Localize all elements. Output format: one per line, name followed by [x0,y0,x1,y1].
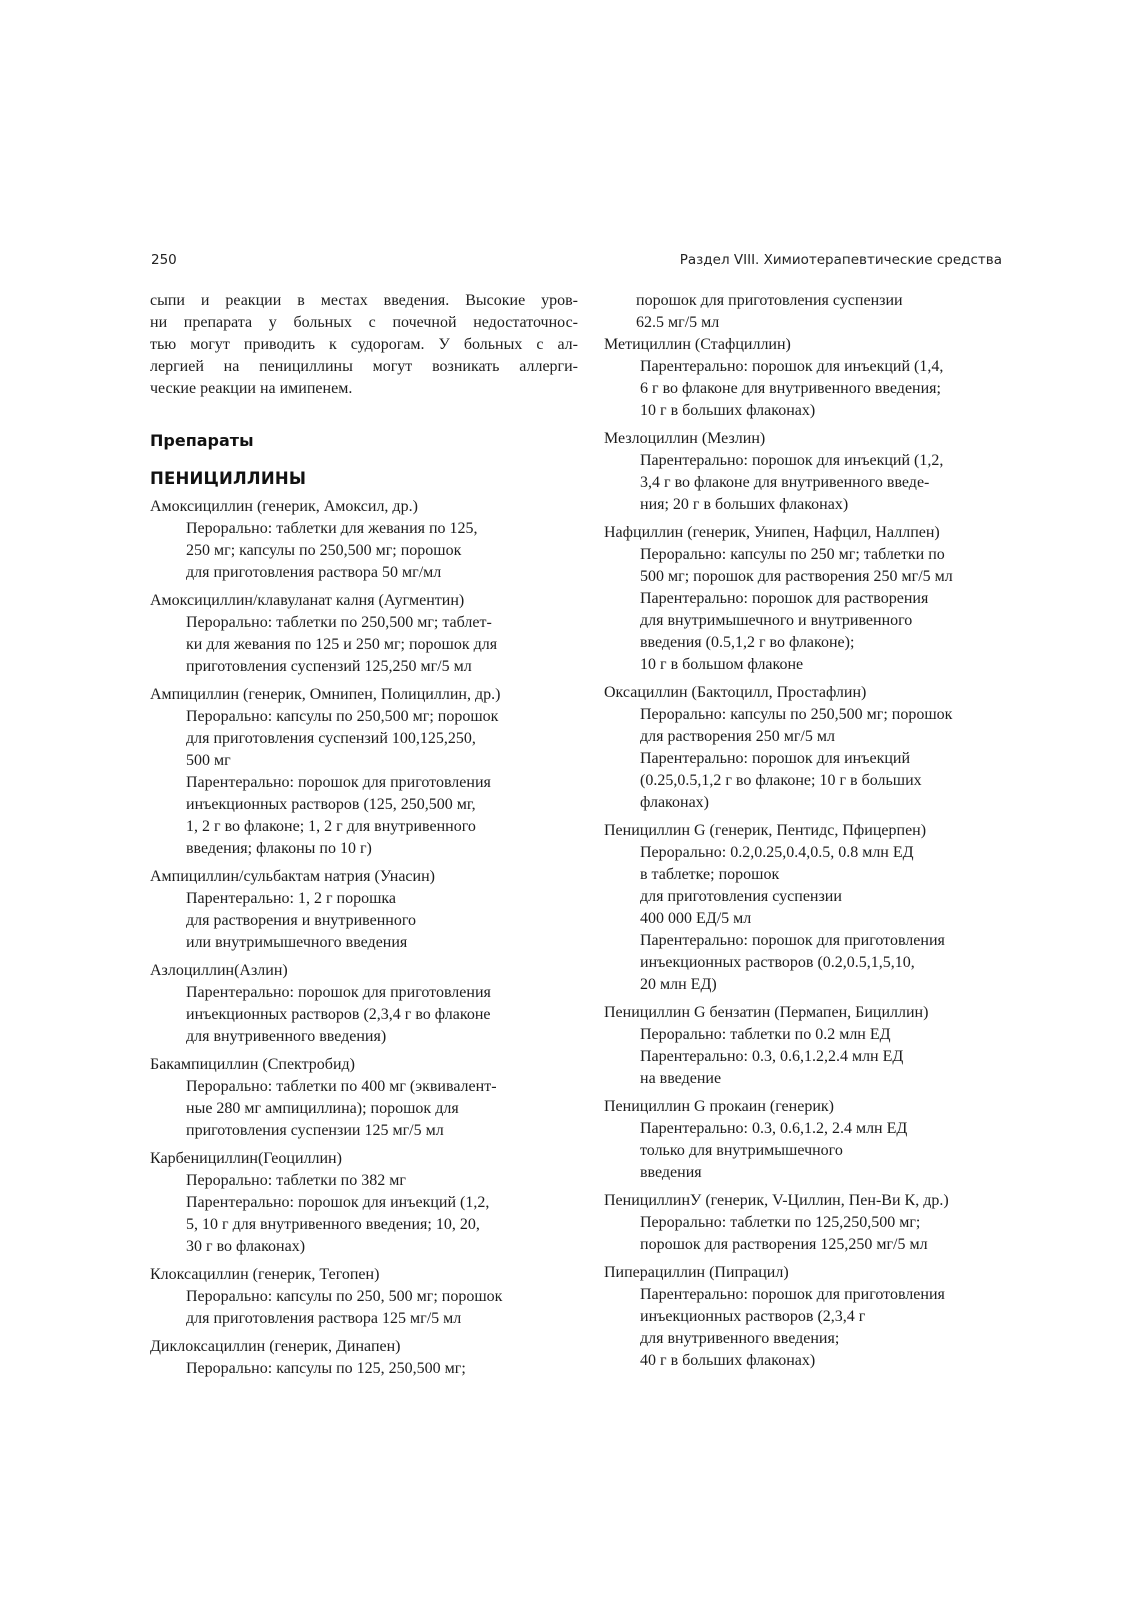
drug-entry [150,960,578,1048]
entry-line: для растворения 250 мг/5 мл [640,728,835,745]
entry-line: приготовления суспензий 125,250 мг/5 мл [186,658,472,675]
entry-line: Парентерально: порошок для приготовления [640,1286,945,1303]
left-drug-list [150,496,578,1380]
entry-line: Парентерально: порошок для приготовления [186,984,491,1001]
entry-line: для приготовления суспензии [640,888,842,905]
heading-preparations: Препараты [150,431,254,450]
entry-line: инъекционных растворов (0.2,0.5,1,5,10, [640,954,915,971]
entry-line: 10 г в больших флаконах) [640,402,816,419]
entry-line: 250 мг; капсулы по 250,500 мг; порошок [186,542,462,559]
drug-name: Азлоциллин(Азлин) [150,962,288,979]
entry-line: 62.5 мг/5 мл [636,314,720,331]
intro-line: сыпи и реакции в местах введения. Высокие уров- [150,292,578,309]
entry-line: для внутривенного введения; [640,1330,840,1347]
drug-name: Карбенициллин(Геоциллин) [150,1150,342,1167]
drug-name: Пенициллин G (генерик, Пентидс, Пфицерпен) [604,822,927,839]
drug-name: Клоксациллин (генерик, Тегопен) [150,1266,380,1283]
drug-name: Амоксициллин (генерик, Амоксил, др.) [150,498,418,515]
entry-line: в таблетке; порошок [640,866,780,883]
drug-name: Пиперациллин (Пипрацил) [604,1264,789,1281]
drug-name: Оксациллин (Бактоцилл, Простафлин) [604,684,867,701]
drug-entry [604,334,1024,422]
drug-name: Пенициллин G прокаин (генерик) [604,1098,834,1115]
entry-line: Парентерально: 1, 2 г порошка [186,890,397,907]
intro-line: ни препарата у больных с почечной недостаточнос- [150,314,578,331]
intro-paragraph [150,290,578,400]
right-column [604,290,1024,1372]
entry-line: для внутримышечного и внутривенного [640,612,913,629]
entry-line: ния; 20 г в больших флаконах) [640,496,849,513]
entry-line: 3,4 г во флаконе для внутривенного введе- [640,474,930,491]
drug-entry [150,866,578,954]
entry-line: для растворения и внутривенного [186,912,416,929]
entry-line: Перорально: 0.2,0.25,0.4,0.5, 0.8 млн ЕД [640,844,914,861]
drug-name: Метициллин (Стафциллин) [604,336,791,353]
entry-line: 6 г во флаконе для внутривенного введения; [640,380,941,397]
entry-line: 500 мг [186,752,231,769]
drug-forms [604,1024,1024,1090]
drug-entry [604,1002,1024,1090]
entry-line: Парентерально: порошок для растворения [640,590,929,607]
drug-entry [150,1148,578,1258]
entry-line: на введение [640,1070,722,1087]
entry-line: Парентерально: порошок для инъекций (1,4, [640,358,944,375]
drug-forms [150,982,578,1048]
entry-line: 40 г в больших флаконах) [640,1352,816,1369]
drug-forms [150,706,578,860]
entry-line: Перорально: таблетки по 382 мг [186,1172,406,1189]
entry-line: Парентерально: порошок для инъекций (1,2, [640,452,944,469]
drug-name: Ампициллин (генерик, Омнипен, Полициллин, др.) [150,686,501,703]
entry-line: Парентерально: порошок для приготовления [640,932,945,949]
entry-line: Перорально: таблетки по 125,250,500 мг; [640,1214,921,1231]
entry-line: ки для жевания по 125 и 250 мг; порошок для [186,636,498,653]
drug-forms [604,356,1024,422]
entry-line: Перорально: капсулы по 250,500 мг; порошок [640,706,953,723]
drug-name: Пенициллин G бензатин (Пермапен, Бициллин) [604,1004,929,1021]
drug-forms [150,1170,578,1258]
entry-line: для приготовления раствора 50 мг/мл [186,564,442,581]
entry-line: 30 г во флаконах) [186,1238,306,1255]
drug-entry [150,684,578,860]
drug-entry [150,496,578,584]
entry-line: порошок для растворения 125,250 мг/5 мл [640,1236,928,1253]
drug-entry [150,1336,578,1380]
drug-forms [604,544,1024,676]
drug-forms [150,612,578,678]
drug-forms [150,888,578,954]
drug-forms [150,1358,578,1380]
entry-line: Парентерально: порошок для инъекций [640,750,911,767]
entry-line: Перорально: таблетки по 250,500 мг; таблет- [186,614,492,631]
drug-forms [604,704,1024,814]
entry-line: инъекционных растворов (2,3,4 г [640,1308,866,1325]
drug-name: Бакампициллин (Спектробид) [150,1056,355,1073]
continued-entry [604,290,1024,334]
drug-forms [150,1286,578,1330]
entry-line: Парентерально: 0.3, 0.6,1.2,2.4 млн ЕД [640,1048,904,1065]
drug-name: Нафциллин (генерик, Унипен, Нафцил, Наллпен) [604,524,940,541]
drug-entry [150,590,578,678]
entry-line: Перорально: капсулы по 250, 500 мг; порошок [186,1288,503,1305]
drug-name: Диклоксациллин (генерик, Динапен) [150,1338,401,1355]
drug-forms [150,518,578,584]
drug-entry [604,820,1024,996]
drug-entry [604,522,1024,676]
drug-entry [604,428,1024,516]
entry-line: 1, 2 г во флаконе; 1, 2 г для внутривенного [186,818,476,835]
entry-line: Парентерально: порошок для приготовления [186,774,491,791]
entry-line: введения; флаконы по 10 г) [186,840,372,857]
drug-forms [150,1076,578,1142]
entry-line: порошок для приготовления суспензии [636,292,903,309]
drug-entry [604,1096,1024,1184]
entry-line: для приготовления раствора 125 мг/5 мл [186,1310,462,1327]
entry-line: Перорально: таблетки для жевания по 125, [186,520,478,537]
entry-line: Перорально: капсулы по 250 мг; таблетки по [640,546,945,563]
running-header [151,246,1002,270]
entry-line: инъекционных растворов (2,3,4 г во флаконе [186,1006,491,1023]
drug-forms [604,1212,1024,1256]
drug-forms [604,450,1024,516]
intro-line: ческие реакции на имипенем. [150,380,353,397]
drug-entry [604,682,1024,814]
right-drug-list [604,334,1024,1372]
intro-line: тью могут приводить к судорогам. У больных с ал- [150,336,578,353]
drug-name: Амоксициллин/клавуланат калня (Аугментин) [150,592,465,609]
entry-line: введения (0.5,1,2 г во флаконе); [640,634,855,651]
drug-name: Мезлоциллин (Мезлин) [604,430,766,447]
drug-name: ПенициллинУ (генерик, V-Циллин, Пен-Ви К, др.) [604,1192,949,1209]
drug-entry [604,1262,1024,1372]
entry-line: ные 280 мг ампициллина); порошок для [186,1100,459,1117]
entry-line: флаконах) [640,794,710,811]
entry-line: Перорально: таблетки по 400 мг (эквивалент- [186,1078,497,1095]
entry-line: инъекционных растворов (125, 250,500 мг, [186,796,476,813]
entry-line: (0.25,0.5,1,2 г во флаконе; 10 г в больших [640,772,922,789]
entry-line: 5, 10 г для внутривенного введения; 10, 20, [186,1216,480,1233]
intro-line: лергией на пенициллины могут возникать аллерги- [150,358,578,375]
entry-line: или внутримышечного введения [186,934,408,951]
drug-forms [604,1118,1024,1184]
left-column [150,290,578,1380]
section-title: Раздел VIII. Химиотерапевтические средства [679,252,1002,268]
entry-line: 20 млн ЕД) [640,976,717,993]
entry-line: приготовления суспензии 125 мг/5 мл [186,1122,444,1139]
entry-line: для внутривенного введения) [186,1028,387,1045]
drug-entry [150,1054,578,1142]
entry-line: Парентерально: 0.3, 0.6,1.2, 2.4 млн ЕД [640,1120,908,1137]
entry-line: Парентерально: порошок для инъекций (1,2, [186,1194,490,1211]
drug-entry [150,1264,578,1330]
entry-line: 500 мг; порошок для растворения 250 мг/5 мл [640,568,953,585]
drug-entry [604,1190,1024,1256]
entry-line: Перорально: таблетки по 0.2 млн ЕД [640,1026,891,1043]
heading-penicillins: ПЕНИЦИЛЛИНЫ [150,469,307,488]
drug-name: Ампициллин/сульбактам натрия (Унасин) [150,868,435,885]
entry-line: 10 г в большом флаконе [640,656,804,673]
entry-line: Перорально: капсулы по 250,500 мг; порошок [186,708,499,725]
entry-line: для приготовления суспензий 100,125,250, [186,730,476,747]
page-number: 250 [151,252,177,268]
drug-forms [604,842,1024,996]
drug-forms [604,1284,1024,1372]
entry-line: Перорально: капсулы по 125, 250,500 мг; [186,1360,466,1377]
entry-line: введения [640,1164,702,1181]
entry-line: только для внутримышечного [640,1142,843,1159]
entry-line: 400 000 ЕД/5 мл [640,910,752,927]
